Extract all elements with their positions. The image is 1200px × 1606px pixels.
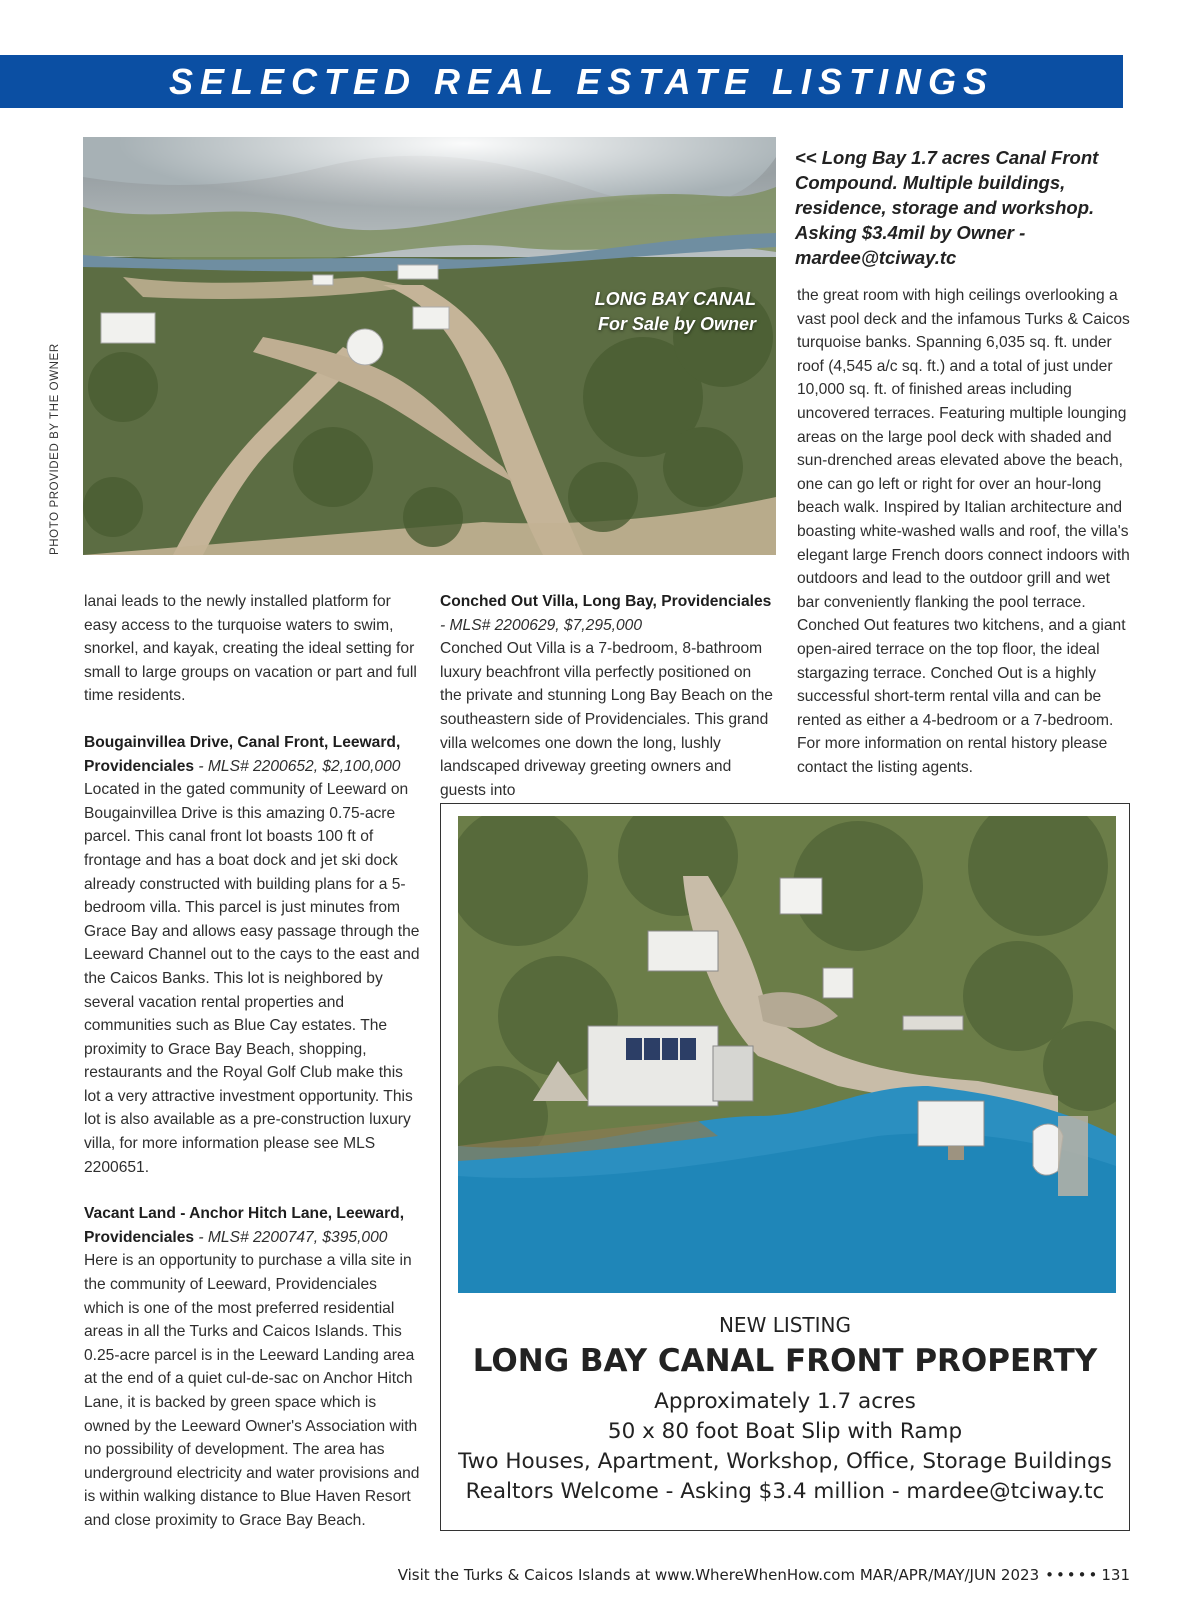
side-caption: << Long Bay 1.7 acres Canal Front Compound. Multiple buildings, residence, storage and workshop. Asking $3.4mil by Owner - mardee@tciway.tc bbox=[795, 147, 1099, 268]
listing-conched-out-body: Conched Out Villa is a 7-bedroom, 8-bathroom luxury beachfront villa perfectly positioned on the private and stunning Long Bay Beach on the southeastern side of Providenciales. This grand villa welcomes one down the long, lushly landscaped driveway greeting owners and guests into bbox=[440, 640, 773, 799]
ad-line-acreage: Approximately 1.7 acres bbox=[654, 1389, 916, 1414]
listing-bougainvillea-heading: Bougainvillea Drive, Canal Front, Leeward, Providenciales bbox=[84, 733, 401, 775]
column-1 bbox=[84, 590, 420, 1533]
aerial-photo-image bbox=[83, 137, 776, 555]
ad-line-boat-slip: 50 x 80 foot Boat Slip with Ramp bbox=[607, 1419, 963, 1444]
page-footer bbox=[398, 1566, 1130, 1584]
listing-bougainvillea bbox=[84, 731, 420, 778]
column-3 bbox=[797, 284, 1135, 779]
photo-caption-title: LONG BAY CANAL bbox=[594, 289, 756, 309]
listing-anchor-hitch-meta: - MLS# 2200747, $395,000 bbox=[194, 1228, 388, 1246]
column-1-intro: lanai leads to the newly installed platform for easy access to the turquoise waters to swim, snorkel, and kayak, creating the ideal setting for small to large groups on vacation or part and full time residents. bbox=[84, 593, 417, 705]
ad-text bbox=[441, 1311, 1129, 1507]
page-number: 131 bbox=[1101, 1566, 1130, 1584]
listing-anchor-hitch-body: Here is an opportunity to purchase a villa site in the community of Leeward, Providenciales which is one of the most preferred residential areas in all the Turks and Caicos Islands. This 0.25-acre parcel is in the Leeward Landing area at the end of a quiet cul-de-sac on Anchor Hitch Lane, it is backed by green space which is owned by the Leeward Owner's Association with no possibility of development. The area has underground electricity and water provisions and is within walking distance to Blue Haven Resort and close proximity to Grace Bay Beach. bbox=[84, 1252, 420, 1529]
listing-anchor-hitch-heading: Vacant Land - Anchor Hitch Lane, Leeward, Providenciales bbox=[84, 1205, 405, 1246]
ad-line-buildings: Two Houses, Apartment, Workshop, Office, Storage Buildings bbox=[458, 1449, 1112, 1474]
photo-caption-subtitle: For Sale by Owner bbox=[597, 314, 756, 334]
section-banner bbox=[0, 55, 1123, 108]
footer-text: Visit the Turks & Caicos Islands at www.WhereWhenHow.com MAR/APR/MAY/JUN 2023 bbox=[397, 1566, 1040, 1584]
listing-anchor-hitch bbox=[84, 1202, 420, 1249]
photo-credit: PHOTO PROVIDED BY THE OWNER bbox=[49, 343, 61, 555]
ad-line-asking-price: Realtors Welcome - Asking $3.4 million - mardee@tciway.tc bbox=[465, 1479, 1105, 1504]
ad-feature-list bbox=[441, 1387, 1129, 1507]
photo-caption bbox=[595, 287, 756, 337]
listing-bougainvillea-meta: - MLS# 2200652, $2,100,000 bbox=[194, 757, 401, 775]
banner-title: SELECTED REAL ESTATE LISTINGS bbox=[168, 61, 995, 102]
ad-title: LONG BAY CANAL FRONT PROPERTY bbox=[472, 1343, 1098, 1379]
canal-property-image bbox=[458, 816, 1116, 1293]
footer-dots: ••••• bbox=[1045, 1566, 1100, 1584]
listing-conched-out-meta: - MLS# 2200629, $7,295,000 bbox=[440, 616, 643, 634]
column-2 bbox=[440, 590, 776, 802]
listing-bougainvillea-body: Located in the gated community of Leeward on Bougainvillea Drive is this amazing 0.75-acre parcel. This canal front lot boasts 100 ft of frontage and has a boat dock and jet ski dock already constructed with building plans for a 5-bedroom villa. This parcel is just minutes from Grace Bay and allows easy passage through the Leeward Channel out to the cays to the east and the Caicos Banks. This lot is neighbored by several vacation rental properties and communities such as Blue Cay estates. The proximity to Grace Bay Beach, shopping, restaurants and the Royal Golf Club make this lot a very attractive investment opportunity. This lot is also available as a pre-construction luxury villa, for more information please see MLS 2200651. bbox=[84, 781, 420, 1176]
listing-conched-out-continued: the great room with high ceilings overlooking a vast pool deck and the infamous Turks & Caicos turquoise banks. Spanning 6,035 sq. ft. under roof (4,545 a/c sq. ft.) and a total of just under 10,000 sq. ft. of finished areas including uncovered terraces. Featuring multiple lounging areas on the large pool deck with shaded and sun-drenched areas elevated above the beach, one can go left or right for over an hour-long beach walk. Inspired by Italian architecture and boasting white-washed walls and roof, the villa's elegant large French doors connect indoors with outdoors and lead to the outdoor grill and wet bar conveniently flanking the pool terrace. Conched Out features two kitchens, and a giant open-aired terrace on the top floor, the ideal stargazing terrace. Conched Out is a highly successful short-term rental villa and can be rented as either a 4-bedroom or a 7-bedroom. For more information on rental history please contact the listing agents. bbox=[797, 287, 1130, 776]
canal-property-photo bbox=[458, 816, 1116, 1293]
ad-kicker: NEW LISTING bbox=[718, 1313, 852, 1337]
aerial-photo-long-bay-canal bbox=[83, 137, 776, 555]
new-listing-advertisement bbox=[440, 803, 1130, 1531]
listing-conched-out-heading: Conched Out Villa, Long Bay, Providenciales bbox=[440, 593, 772, 610]
